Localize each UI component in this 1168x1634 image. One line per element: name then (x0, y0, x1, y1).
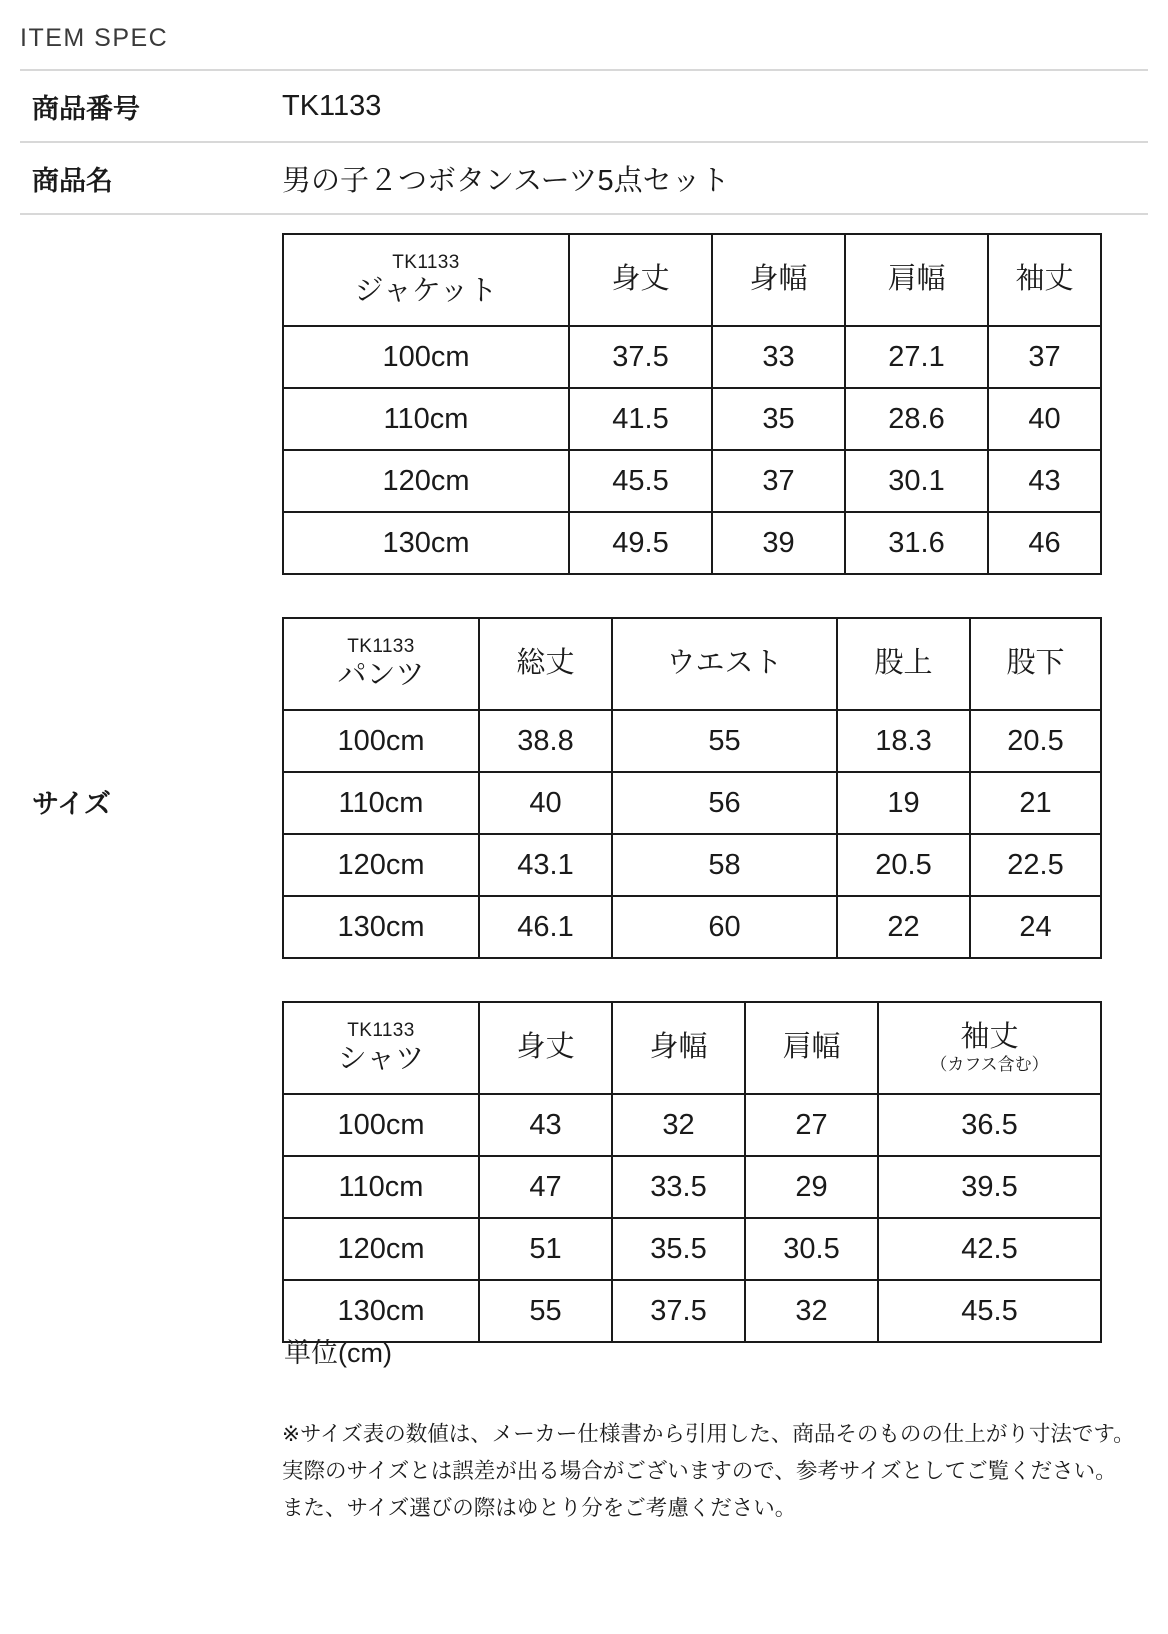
row-size-label: 130cm (283, 1280, 479, 1342)
info-label-item-name: 商品名 (32, 165, 113, 196)
row-size-label: 120cm (283, 1218, 479, 1280)
info-value-item-number: TK1133 (282, 89, 382, 122)
table-header-col-2: ウエスト (612, 618, 837, 710)
row-size-label: 100cm (283, 710, 479, 772)
cell-value: 37.5 (569, 326, 712, 388)
cell-value: 32 (612, 1094, 745, 1156)
row-size-label: 100cm (283, 326, 569, 388)
table-header-col-1: 身丈 (569, 234, 712, 326)
cell-value: 60 (612, 896, 837, 958)
cell-value: 58 (612, 834, 837, 896)
size-notes (282, 1416, 1148, 1527)
cell-value: 20.5 (837, 834, 970, 896)
unit-note: 単位(cm) (284, 1338, 392, 1368)
table-header-category (283, 1002, 479, 1094)
cell-value: 37 (988, 326, 1101, 388)
row-size-label: 130cm (283, 896, 479, 958)
cell-value: 28.6 (845, 388, 988, 450)
row-size-label: 130cm (283, 512, 569, 574)
cell-value: 18.3 (837, 710, 970, 772)
size-tables (282, 233, 1148, 1370)
table-header-code: TK1133 (347, 635, 415, 657)
cell-value: 43 (479, 1094, 612, 1156)
table-row (283, 1094, 1101, 1156)
table-header-col-1: 身丈 (479, 1002, 612, 1094)
table-row (283, 896, 1101, 958)
table-header-col-4-label: 袖丈 (960, 1020, 1019, 1053)
table-header-col-3: 股上 (837, 618, 970, 710)
cell-value: 33.5 (612, 1156, 745, 1218)
cell-value: 41.5 (569, 388, 712, 450)
table-header-col-3: 肩幅 (845, 234, 988, 326)
cell-value: 35 (712, 388, 845, 450)
table-header-col-4 (878, 1002, 1101, 1094)
cell-value: 38.8 (479, 710, 612, 772)
size-note-line: また、サイズ選びの際はゆとり分をご考慮ください。 (282, 1495, 797, 1520)
cell-value: 43 (988, 450, 1101, 512)
row-size-label: 120cm (283, 450, 569, 512)
cell-value: 56 (612, 772, 837, 834)
size-section-label: サイズ (32, 789, 111, 819)
size-note-line: ※サイズ表の数値は、メーカー仕様書から引用した、商品そのものの仕上がり寸法です。 (282, 1422, 1135, 1446)
cell-value: 36.5 (878, 1094, 1101, 1156)
table-row (283, 772, 1101, 834)
cell-value: 32 (745, 1280, 878, 1342)
table-header-code: TK1133 (392, 251, 460, 273)
cell-value: 20.5 (970, 710, 1101, 772)
info-row-item-number (20, 71, 1148, 143)
table-header-category (283, 234, 569, 326)
table-header-category (283, 618, 479, 710)
cell-value: 39 (712, 512, 845, 574)
cell-value: 43.1 (479, 834, 612, 896)
cell-value: 33 (712, 326, 845, 388)
info-value-item-name: 男の子２つボタンスーツ5点セット (282, 164, 730, 197)
cell-value: 46 (988, 512, 1101, 574)
cell-value: 42.5 (878, 1218, 1101, 1280)
row-size-label: 110cm (283, 1156, 479, 1218)
table-header-category-label: パンツ (337, 658, 425, 691)
table-header-col-2: 身幅 (612, 1002, 745, 1094)
cell-value: 51 (479, 1218, 612, 1280)
table-header-code: TK1133 (347, 1019, 415, 1041)
cell-value: 30.5 (745, 1218, 878, 1280)
cell-value: 29 (745, 1156, 878, 1218)
cell-value: 55 (612, 710, 837, 772)
size-table-shirt (282, 1001, 1102, 1343)
table-row (283, 512, 1101, 574)
cell-value: 37.5 (612, 1280, 745, 1342)
cell-value: 49.5 (569, 512, 712, 574)
table-header-col-3: 肩幅 (745, 1002, 878, 1094)
table-header-col-2: 身幅 (712, 234, 845, 326)
table-header-row (283, 1002, 1101, 1094)
cell-value: 40 (988, 388, 1101, 450)
table-header-col-1: 総丈 (479, 618, 612, 710)
size-section (20, 215, 1148, 1370)
table-header-category-label: シャツ (337, 1042, 425, 1075)
cell-value: 19 (837, 772, 970, 834)
cell-value: 35.5 (612, 1218, 745, 1280)
table-row (283, 834, 1101, 896)
row-size-label: 110cm (283, 388, 569, 450)
cell-value: 31.6 (845, 512, 988, 574)
size-table-jacket (282, 233, 1102, 575)
cell-value: 45.5 (569, 450, 712, 512)
table-header-category-label: ジャケット (354, 274, 498, 307)
cell-value: 45.5 (878, 1280, 1101, 1342)
size-note-line: 実際のサイズとは誤差が出る場合がございますので、参考サイズとしてご覧ください。 (282, 1458, 1117, 1483)
cell-value: 27 (745, 1094, 878, 1156)
info-label-item-number: 商品番号 (32, 93, 140, 124)
table-row (283, 1218, 1101, 1280)
table-row (283, 710, 1101, 772)
cell-value: 24 (970, 896, 1101, 958)
info-row-item-name (20, 143, 1148, 215)
cell-value: 30.1 (845, 450, 988, 512)
table-header-row (283, 618, 1101, 710)
row-size-label: 100cm (283, 1094, 479, 1156)
table-row (283, 1156, 1101, 1218)
page-title: ITEM SPEC (20, 24, 169, 52)
cell-value: 22.5 (970, 834, 1101, 896)
table-header-row (283, 234, 1101, 326)
table-header-col-4-sub: （カフス含む） (930, 1054, 1049, 1074)
cell-value: 40 (479, 772, 612, 834)
cell-value: 55 (479, 1280, 612, 1342)
cell-value: 47 (479, 1156, 612, 1218)
row-size-label: 120cm (283, 834, 479, 896)
table-row (283, 388, 1101, 450)
table-header-col-4: 袖丈 (988, 234, 1101, 326)
cell-value: 27.1 (845, 326, 988, 388)
table-row (283, 326, 1101, 388)
row-size-label: 110cm (283, 772, 479, 834)
cell-value: 46.1 (479, 896, 612, 958)
size-table-pants (282, 617, 1102, 959)
table-row (283, 450, 1101, 512)
cell-value: 39.5 (878, 1156, 1101, 1218)
table-header-col-4: 股下 (970, 618, 1101, 710)
cell-value: 21 (970, 772, 1101, 834)
cell-value: 37 (712, 450, 845, 512)
cell-value: 22 (837, 896, 970, 958)
